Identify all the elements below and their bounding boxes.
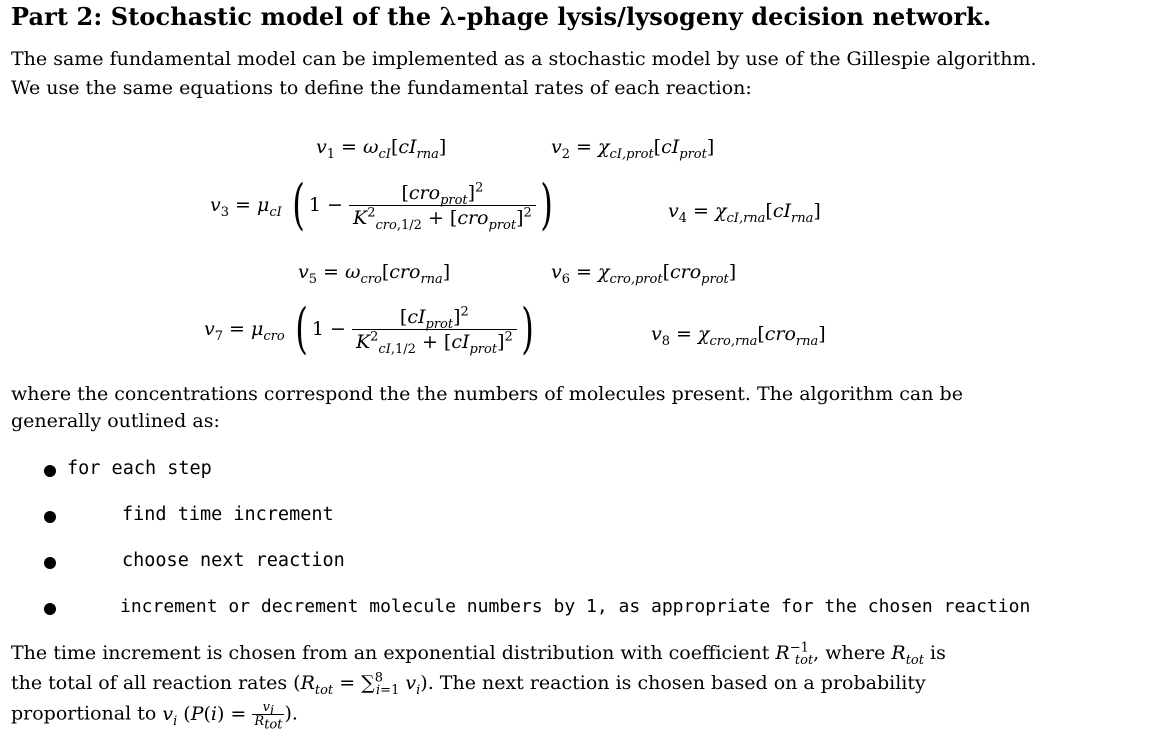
bullet-icon: [44, 603, 56, 615]
closing-line-3: proportional to $v_i$ (P(i) = $\frac{v_i}{R_{tot}}$ ).: [11, 700, 298, 733]
algorithm-step-3: choose next reaction: [122, 550, 345, 571]
equation-v3: $v_3 = \mu_{cI}$ ( 1 − $\frac{[cro_{prot}]^2}{K^2_{cro,1/2} + [cro_{prot}]^2}$ ): [210, 173, 553, 236]
closing-line-1: The time increment is chosen from an exponential distribution with coefficient $R^{-1}_{tot}$, where $R_{tot}$ is: [11, 640, 946, 668]
algorithm-step-4: increment or decrement molecule numbers by 1, as appropriate for the chosen reaction: [120, 596, 1031, 617]
after-equations-line-1: where the concentrations correspond the the numbers of molecules present. The algorithm can be: [11, 383, 963, 405]
bullet-icon: [44, 465, 56, 477]
closing-line-2: the total of all reaction rates ($R_{tot} = \sum^8_{i=1}$ $v_i$). The next reaction is chosen based on a probability: [11, 670, 926, 698]
equation-v8: $v_8 = \chi_{cro,rna}[cro_{rna}]$: [651, 323, 826, 349]
bullet-icon: [44, 557, 56, 569]
equation-v6: $v_6 = \chi_{cro,prot}[cro_{prot}]$: [551, 261, 737, 287]
algorithm-step-2: find time increment: [122, 504, 334, 525]
bullet-icon: [44, 511, 56, 523]
section-heading: Part 2: Stochastic model of the λ-phage lysis/lysogeny decision network.: [11, 2, 992, 31]
after-equations-line-2: generally outlined as:: [11, 410, 220, 432]
intro-line-2: We use the same equations to define the fundamental rates of each reaction:: [11, 77, 752, 99]
equation-v7: $v_7 = \mu_{cro}$ ( 1 − $\frac{[cI_{prot}]^2}{K^2_{cI,1/2} + [cI_{prot}]^2}$ ): [204, 297, 534, 360]
equation-v1: $v_1 = \omega_{cI}[cI_{rna}]$: [316, 136, 447, 162]
intro-line-1: The same fundamental model can be implemented as a stochastic model by use of the Gillespie algorithm.: [11, 48, 1037, 70]
equation-v2: $v_2 = \chi_{cI,prot}[cI_{prot}]$: [551, 136, 715, 162]
equation-v5: $v_5 = \omega_{cro}[cro_{rna}]$: [298, 261, 451, 287]
equation-v4: $v_4 = \chi_{cI,rna}[cI_{rna}]$: [668, 200, 821, 226]
algorithm-step-1: for each step: [67, 458, 212, 479]
